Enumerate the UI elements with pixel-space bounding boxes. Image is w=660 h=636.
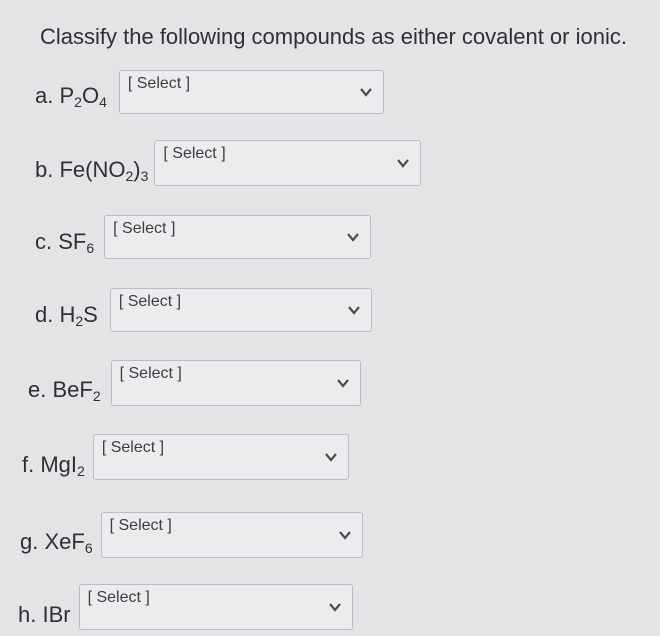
chevron-down-icon bbox=[324, 450, 338, 464]
chevron-down-icon bbox=[359, 85, 373, 99]
question-b bbox=[35, 140, 421, 186]
select-placeholder: [ Select ] bbox=[127, 75, 191, 92]
compound-label: g. XeF$_6$ bbox=[20, 528, 93, 556]
compound-label: f. MgI$_2$ bbox=[22, 451, 85, 479]
page-title: Classify the following compounds as either covalent or ionic. bbox=[40, 24, 627, 49]
compound-label: h. IBr bbox=[18, 601, 71, 627]
question-h bbox=[18, 584, 353, 630]
compound-label: a. $P_2O_4$ bbox=[35, 82, 107, 110]
select-placeholder: [ Select ] bbox=[118, 293, 182, 310]
classification-select[interactable] bbox=[79, 584, 353, 630]
classification-select[interactable] bbox=[104, 215, 371, 259]
question-e bbox=[28, 360, 361, 406]
compound-label: b. $Fe(NO_2)_3$ bbox=[35, 156, 149, 184]
select-placeholder: [ Select ] bbox=[87, 589, 150, 606]
chevron-down-icon bbox=[338, 528, 352, 542]
chevron-down-icon bbox=[328, 600, 342, 614]
classification-select[interactable] bbox=[93, 434, 349, 480]
compound-label: e. BeF$_2$ bbox=[28, 376, 101, 404]
question-d bbox=[35, 288, 372, 332]
classification-select[interactable] bbox=[110, 288, 372, 332]
classification-select[interactable] bbox=[111, 360, 361, 406]
select-placeholder: [ Select ] bbox=[101, 439, 165, 456]
chevron-down-icon bbox=[346, 230, 360, 244]
compound-label: d. $H_2S$ bbox=[35, 301, 98, 329]
select-placeholder: [ Select ] bbox=[109, 517, 172, 534]
select-placeholder: [ Select ] bbox=[119, 365, 182, 382]
chevron-down-icon bbox=[336, 376, 350, 390]
question-a bbox=[35, 70, 384, 114]
select-placeholder: [ Select ] bbox=[113, 220, 176, 237]
question-f bbox=[22, 434, 349, 480]
question-c bbox=[35, 215, 371, 259]
classification-select[interactable] bbox=[119, 70, 384, 114]
classification-select[interactable] bbox=[101, 512, 363, 558]
chevron-down-icon bbox=[347, 303, 361, 317]
chevron-down-icon bbox=[396, 156, 410, 170]
classification-select[interactable] bbox=[154, 140, 421, 186]
compound-label: c. $SF_6$ bbox=[35, 228, 95, 256]
select-placeholder: [ Select ] bbox=[163, 145, 226, 162]
question-g bbox=[20, 512, 363, 558]
